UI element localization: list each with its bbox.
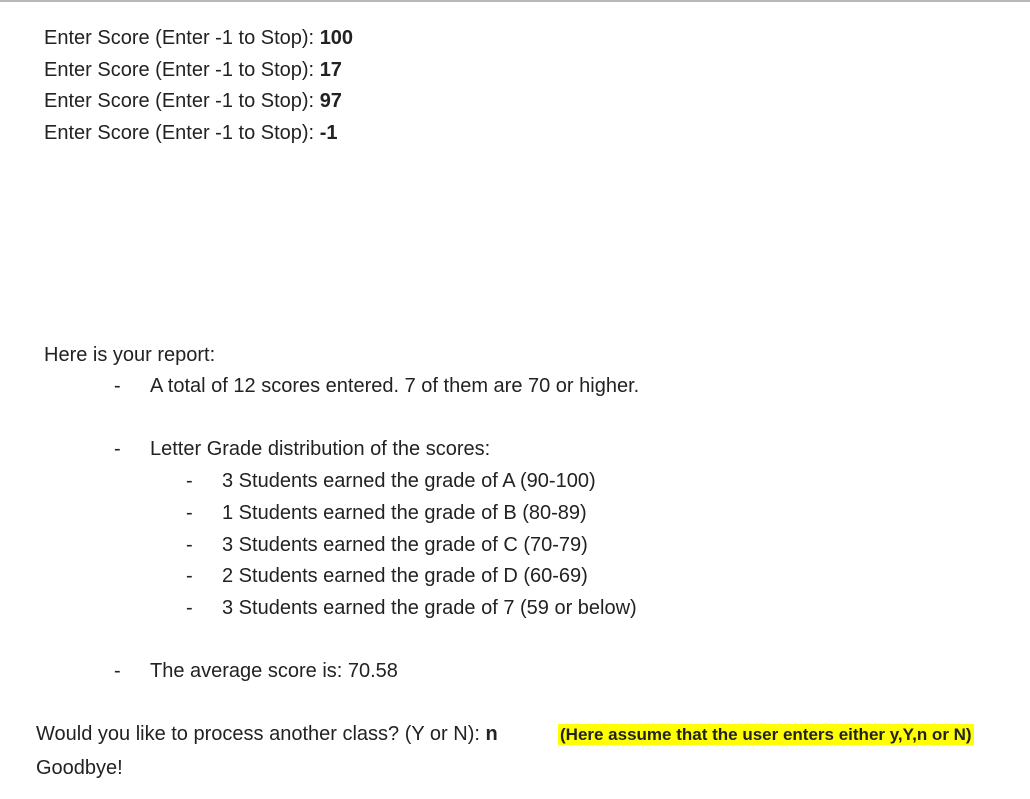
total-scores-line: A total of 12 scores entered. 7 of them are 70 or higher. (150, 375, 640, 397)
bullet-dash: - (114, 375, 121, 397)
score-prompt-line (44, 121, 337, 145)
bullet-dash: - (114, 438, 121, 460)
sub-bullet-dash: - (186, 565, 193, 587)
distribution-heading: Letter Grade distribution of the scores: (150, 438, 491, 460)
sub-bullet-dash: - (186, 470, 193, 492)
score-prompt-line (44, 89, 342, 113)
average-score-line: The average score is: 70.58 (150, 660, 398, 682)
score-input-value: 100 (319, 27, 354, 49)
score-prompt-label: Enter Score (Enter -1 to Stop): (44, 90, 320, 112)
highlighted-note: (Here assume that the user enters either y,Y,n or N) (560, 725, 972, 744)
grade-a-line: 3 Students earned the grade of A (90-100) (222, 470, 596, 492)
grade-f-line: 3 Students earned the grade of 7 (59 or below) (222, 597, 637, 619)
grade-c-line: 3 Students earned the grade of C (70-79) (222, 534, 588, 556)
report-heading: Here is your report: (44, 344, 216, 366)
continue-prompt-line (36, 722, 498, 746)
continue-input-value: n (485, 723, 498, 745)
score-input-value: -1 (319, 122, 338, 144)
grade-b-line: 1 Students earned the grade of B (80-89) (222, 502, 587, 524)
bullet-dash: - (114, 660, 121, 682)
top-divider (0, 0, 1030, 2)
score-prompt-label: Enter Score (Enter -1 to Stop): (44, 27, 320, 49)
assumption-note (558, 722, 974, 747)
sub-bullet-dash: - (186, 502, 193, 524)
grade-d-line: 2 Students earned the grade of D (60-69) (222, 565, 588, 587)
continue-prompt-label: Would you like to process another class? (Y or N): (36, 723, 486, 745)
score-prompt-label: Enter Score (Enter -1 to Stop): (44, 59, 320, 81)
score-input-value: 17 (319, 59, 342, 81)
score-prompt-line (44, 26, 353, 50)
goodbye-text: Goodbye! (36, 757, 123, 779)
sub-bullet-dash: - (186, 597, 193, 619)
score-prompt-label: Enter Score (Enter -1 to Stop): (44, 122, 320, 144)
score-prompt-line (44, 58, 342, 82)
sub-bullet-dash: - (186, 534, 193, 556)
score-input-value: 97 (319, 90, 342, 112)
